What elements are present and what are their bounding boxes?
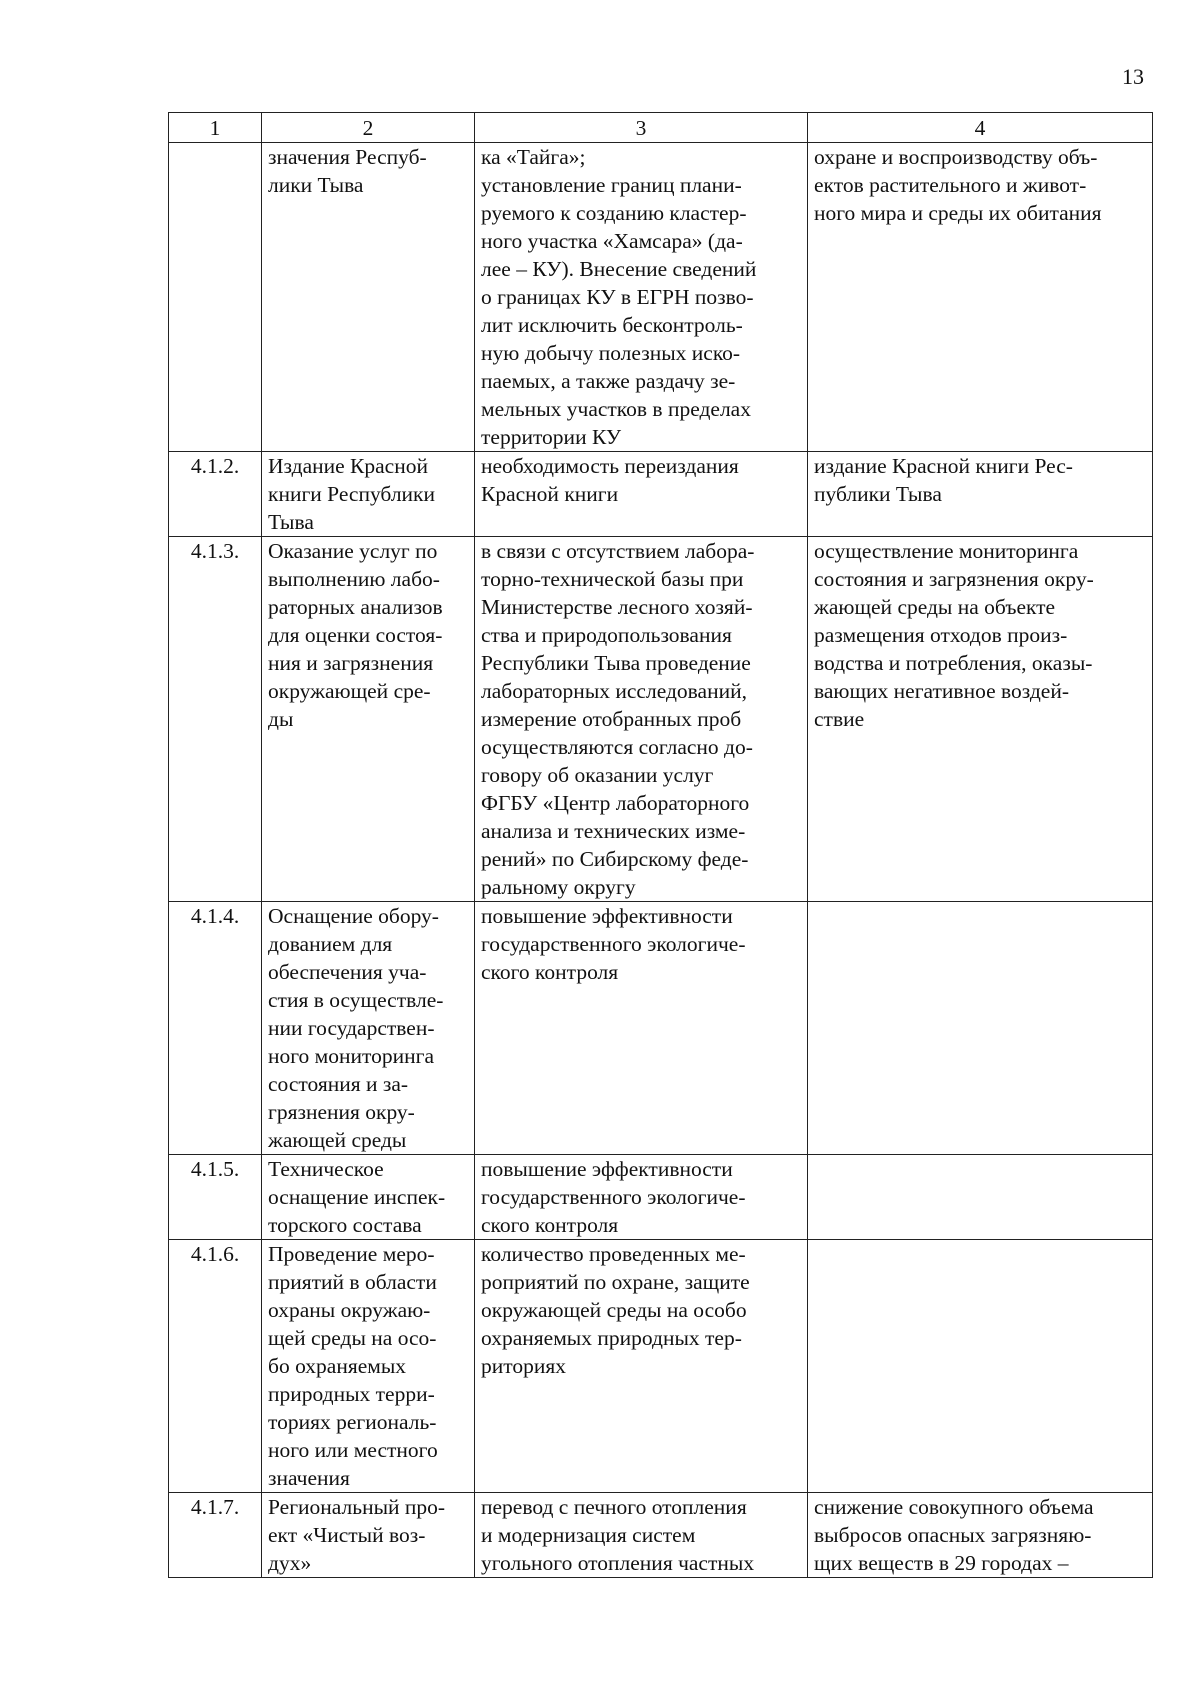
- measure-justification: необходимость переиздания Красной книги: [475, 452, 808, 537]
- measure-result: [808, 1240, 1153, 1493]
- table-row: [169, 1155, 1153, 1240]
- measure-result: [808, 1155, 1153, 1240]
- column-header-1: 1: [169, 113, 262, 143]
- measure-name: значения Респуб- лики Тыва: [262, 143, 475, 452]
- measure-justification: ка «Тайга»; установление границ плани- руемого к созданию кластер- ного участка «Хамсара» (да- лее – КУ). Внесение сведений о границах КУ в ЕГРН позво- лит исключить бесконтроль- ную добычу полезных иско- паемых, а также раздачу зе- мельных участков в пределах территории КУ: [475, 143, 808, 452]
- column-header-2: 2: [262, 113, 475, 143]
- page-number: 13: [1122, 64, 1144, 89]
- measure-name: Региональный про- ект «Чистый воз- дух»: [262, 1493, 475, 1578]
- measure-justification: количество проведенных ме- роприятий по охране, защите окружающей среды на особо охраняемых природных тер- риториях: [475, 1240, 808, 1493]
- table-row: [169, 452, 1153, 537]
- measure-result: осуществление мониторинга состояния и загрязнения окру- жающей среды на объекте размещения отходов произ- водства и потребления, оказы- вающих негативное воздей- ствие: [808, 537, 1153, 902]
- measure-name: Издание Красной книги Республики Тыва: [262, 452, 475, 537]
- column-header-3: 3: [475, 113, 808, 143]
- table-row: [169, 1240, 1153, 1493]
- row-number: 4.1.5.: [169, 1155, 262, 1240]
- row-number: 4.1.3.: [169, 537, 262, 902]
- measure-name: Проведение меро- приятий в области охраны окружаю- щей среды на осо- бо охраняемых природных терри- ториях региональ- ного или местного значения: [262, 1240, 475, 1493]
- row-number: 4.1.6.: [169, 1240, 262, 1493]
- row-number: 4.1.4.: [169, 902, 262, 1155]
- measure-justification: в связи с отсутствием лабора- торно-технической базы при Министерстве лесного хозяй- ства и природопользования Республики Тыва проведение лабораторных исследований, измерение отобранных проб осуществляются согласно до- говору об оказании услуг ФГБУ «Центр лабораторного анализа и технических изме- рений» по Сибирскому феде- ральному округу: [475, 537, 808, 902]
- table-row: [169, 1493, 1153, 1578]
- row-number: 4.1.2.: [169, 452, 262, 537]
- column-header-4: 4: [808, 113, 1153, 143]
- measure-justification: повышение эффективности государственного экологиче- ского контроля: [475, 902, 808, 1155]
- table-row: [169, 143, 1153, 452]
- measure-name: Оказание услуг по выполнению лабо- раторных анализов для оценки состоя- ния и загрязнения окружающей сре- ды: [262, 537, 475, 902]
- table-header-row: [169, 113, 1153, 143]
- measures-table: [168, 112, 1153, 1578]
- measure-name: Техническое оснащение инспек- торского состава: [262, 1155, 475, 1240]
- row-number: [169, 143, 262, 452]
- measure-justification: повышение эффективности государственного экологиче- ского контроля: [475, 1155, 808, 1240]
- measure-result: снижение совокупного объема выбросов опасных загрязняю- щих веществ в 29 городах –: [808, 1493, 1153, 1578]
- measure-name: Оснащение обору- дованием для обеспечения уча- стия в осуществле- нии государствен- ного мониторинга состояния и за- грязнения окру- жающей среды: [262, 902, 475, 1155]
- row-number: 4.1.7.: [169, 1493, 262, 1578]
- measure-justification: перевод с печного отопления и модернизация систем угольного отопления частных: [475, 1493, 808, 1578]
- measure-result: охране и воспроизводству объ- ектов растительного и живот- ного мира и среды их обитания: [808, 143, 1153, 452]
- measure-result: издание Красной книги Рес- публики Тыва: [808, 452, 1153, 537]
- table-row: [169, 537, 1153, 902]
- measure-result: [808, 902, 1153, 1155]
- table-row: [169, 902, 1153, 1155]
